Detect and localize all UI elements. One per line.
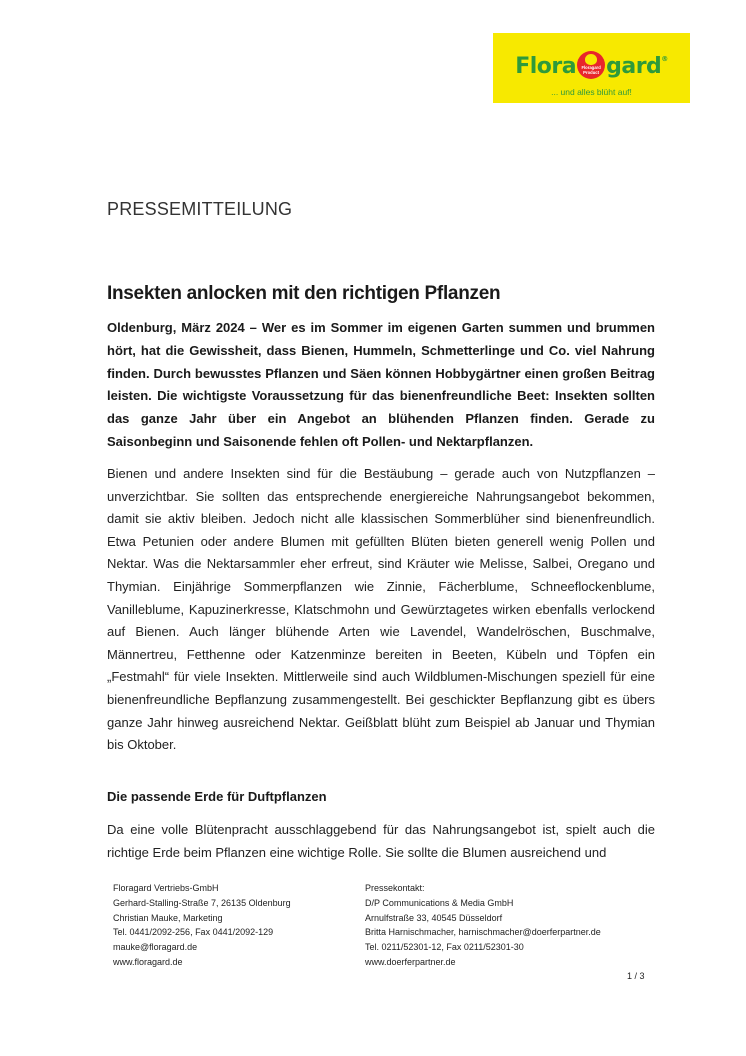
footer-line: D/P Communications & Media GmbH xyxy=(365,897,514,908)
footer-line: Arnulfstraße 33, 40545 Düsseldorf xyxy=(365,912,503,923)
document-label: PRESSEMITTEILUNG xyxy=(107,199,293,219)
footer-contact-email[interactable]: Britta Harnischmacher, harnischmacher@doerferpartner.de xyxy=(365,927,601,938)
body-paragraph-2: Da eine volle Blütenpracht ausschlaggebend für das Nahrungsangebot ist, spielt auch die richtige Erde beim Pflanzen eine wichtige Rolle. Sie sollte die Blumen ausreichend und xyxy=(107,822,655,860)
lead-paragraph: Oldenburg, März 2024 – Wer es im Sommer im eigenen Garten summen und brummen hört, hat die Gewissheit, dass Bienen, Hummeln, Schmetterlinge und Co. viel Nahrung finden. Durch bewusstes Pflanzen und Säen können Hobbygärtner einen großen Beitrag leisten. Die wichtigste Voraussetzung für das bienenfreundliche Beet: Insekten sollten das ganze Jahr über ein Angebot an blühenden Pflanzen finden. Gerade zu Saisonbeginn und Saisonende fehlen oft Pollen- und Nektarpflanzen. xyxy=(107,320,655,449)
registered-mark: ® xyxy=(661,55,668,63)
flower-badge-icon xyxy=(577,51,605,79)
floragard-logo xyxy=(493,33,690,103)
logo-brand-left: Flora xyxy=(515,54,577,79)
body-paragraph-1: Bienen und andere Insekten sind für die Bestäubung – gerade auch von Nutzpflanzen – unverzichtbar. Sie sollten das entsprechende energiereiche Nahrungsangebot bekommen, damit sie aktiv bleiben. Jedoch nicht alle klassischen Sommerblüher sind bienenfreundlich. Etwa Petunien oder andere Blumen mit gefüllten Blüten bieten generell wenig Pollen und Nektar. Was die Nektarsammler eher erfreut, sind Kräuter wie Melisse, Salbei, Oregano und Thymian. Einjährige Sommerpflanzen wie Zinnie, Fächerblume, Schneeflockenblume, Vanilleblume, Kapuzinerkresse, Klatschmohn und Gewürztagetes wirken ebenfalls verlockend auf Bienen. Auch länger blühende Arten wie Lavendel, Wandelröschen, Buschmalve, Männertreu, Fetthenne oder Katzenminze bereiten in Beeten, Kübeln und Töpfen ein „Festmahl“ für viele Insekten. Mittlerweile sind auch Wildblumen-Mischungen speziell für eine bienenfreundliche Bepflanzung zusammengestellt. Bei geschickter Bepflanzung gibt es übers ganze Jahr hinweg ausreichend Nektar. Geißblatt blüht zum Beispiel ab Januar und Thymian bis Oktober. xyxy=(107,466,655,753)
logo-wordmark xyxy=(493,51,690,79)
footer-line: Pressekontakt: xyxy=(365,883,425,893)
footer-website-link[interactable]: www.floragard.de xyxy=(113,956,183,967)
subheading: Die passende Erde für Duftpflanzen xyxy=(107,789,327,804)
footer-email-link[interactable]: mauke@floragard.de xyxy=(113,942,198,953)
footer-line: Tel. 0211/52301-12, Fax 0211/52301-30 xyxy=(365,942,524,953)
footer-line: Tel. 0441/2092-256, Fax 0441/2092-129 xyxy=(113,927,274,938)
footer-company-info xyxy=(113,881,291,970)
footer-line: Christian Mauke, Marketing xyxy=(113,912,223,923)
footer-line: Floragard Vertriebs-GmbH xyxy=(113,883,219,893)
footer-press-contact xyxy=(365,881,601,970)
footer-website-link[interactable]: www.doerferpartner.de xyxy=(365,956,456,967)
logo-tagline: ... und alles blüht auf! xyxy=(551,87,632,97)
logo-brand-right: gard xyxy=(606,54,662,79)
badge-line-2: Product xyxy=(583,70,599,75)
footer-line: Gerhard-Stalling-Straße 7, 26135 Oldenburg xyxy=(113,897,291,908)
page-number: 1 / 3 xyxy=(627,971,645,981)
headline: Insekten anlocken mit den richtigen Pflanzen xyxy=(107,283,501,304)
badge-line-1: Floragard xyxy=(581,65,601,70)
